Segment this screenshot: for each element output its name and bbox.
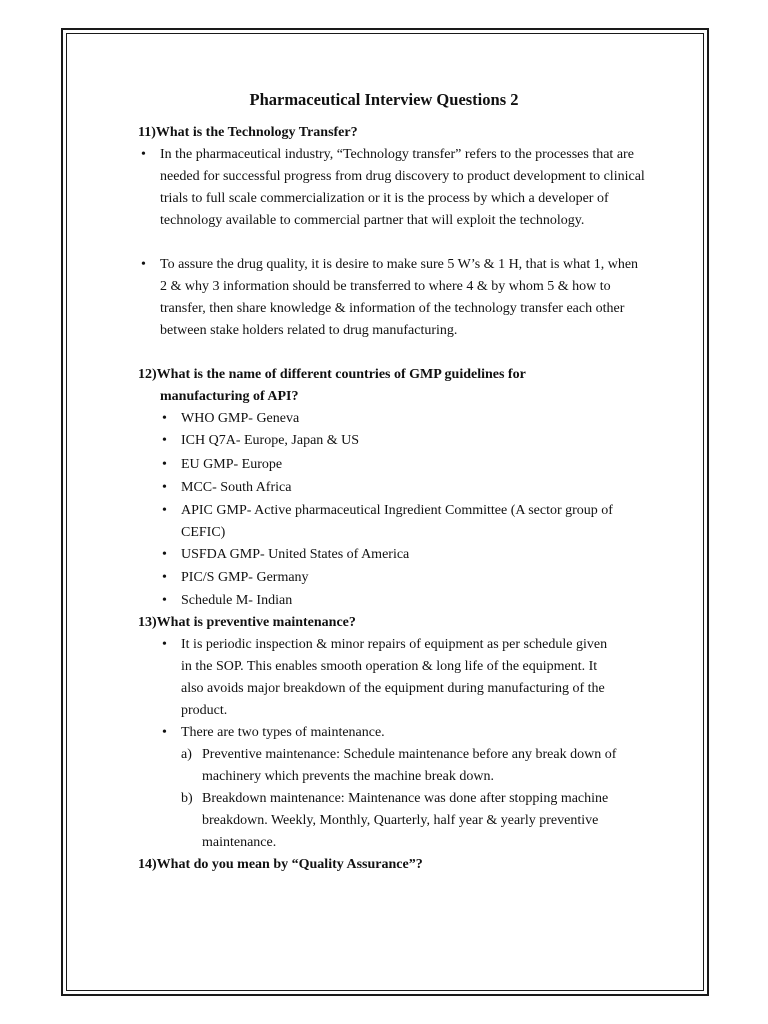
- q12-bullet-8: [162, 590, 621, 612]
- question-14-heading: 14)What do you mean by “Quality Assurance”?: [138, 857, 423, 872]
- bullet-marker: •: [162, 725, 167, 740]
- bullet-marker: •: [162, 593, 167, 608]
- q12-bullet-4: [162, 477, 621, 499]
- bullet-marker: •: [162, 457, 167, 472]
- q11-bullet-2: [141, 254, 646, 342]
- question-12-heading-line1: 12)What is the name of different countries of GMP guidelines for: [138, 367, 526, 382]
- q12-bullet-1-text: WHO GMP- Geneva: [181, 411, 300, 426]
- q12-bullet-3: [162, 454, 621, 476]
- q13-bullet-2-text: There are two types of maintenance.: [181, 725, 385, 740]
- q12-bullet-5-text: APIC GMP- Active pharmaceutical Ingredient Committee (A sector group of CEFIC): [181, 503, 613, 540]
- subitem-marker: a): [181, 747, 192, 762]
- bullet-marker: •: [162, 480, 167, 495]
- q12-bullet-2: [162, 430, 621, 452]
- question-11-heading: 11)What is the Technology Transfer?: [138, 125, 358, 140]
- q12-bullet-8-text: Schedule M- Indian: [181, 593, 293, 608]
- q12-bullet-7: [162, 567, 621, 589]
- question-13-heading: 13)What is preventive maintenance?: [138, 615, 356, 630]
- bullet-marker: •: [141, 147, 146, 162]
- bullet-marker: •: [162, 411, 167, 426]
- bullet-marker: •: [162, 433, 167, 448]
- q12-bullet-4-text: MCC- South Africa: [181, 480, 292, 495]
- q13-subitem-a-text: Preventive maintenance: Schedule maintenance before any break down of machinery which prevents the machine break down.: [202, 747, 617, 784]
- subitem-marker: b): [181, 791, 193, 806]
- q11-bullet-2-text: To assure the drug quality, it is desire to make sure 5 W’s & 1 H, that is what 1, when 2 & why 3 information should be transferred to where 4 & by whom 5 & how to transfer, then share knowledge & information of the technology transfer each other between stake holders related to drug manufacturing.: [160, 257, 639, 338]
- q12-bullet-1: [162, 408, 621, 430]
- q11-bullet-1: [141, 144, 646, 232]
- q12-bullet-7-text: PIC/S GMP- Germany: [181, 570, 309, 585]
- bullet-marker: •: [141, 257, 146, 272]
- q13-bullet-2: [162, 722, 621, 744]
- bullet-marker: •: [162, 570, 167, 585]
- q12-bullet-2-text: ICH Q7A- Europe, Japan & US: [181, 433, 360, 448]
- question-12-heading: [138, 364, 658, 408]
- q12-bullet-6-text: USFDA GMP- United States of America: [181, 547, 410, 562]
- q12-bullet-6: [162, 544, 621, 566]
- q13-subitem-b: [181, 788, 647, 854]
- q12-bullet-3-text: EU GMP- Europe: [181, 457, 283, 472]
- q13-subitem-b-text: Breakdown maintenance: Maintenance was done after stopping machine breakdown. Weekly, Monthly, Quarterly, half year & yearly preventive maintenance.: [202, 791, 609, 850]
- q11-bullet-1-text: In the pharmaceutical industry, “Technology transfer” refers to the processes that are needed for successful progress from drug discovery to product development to clinical trials to full scale commercialization or it is the process by which a developer of technology available to commercial partner that will exploit the technology.: [160, 147, 645, 228]
- bullet-marker: •: [162, 637, 167, 652]
- q13-bullet-1: [162, 634, 621, 722]
- bullet-marker: •: [162, 503, 167, 518]
- question-12-heading-line2: manufacturing of API?: [160, 389, 299, 404]
- page-title: Pharmaceutical Interview Questions 2: [249, 90, 519, 109]
- q13-bullet-1-text: It is periodic inspection & minor repairs of equipment as per schedule given in the SOP. This enables smooth operation & long life of the equipment. It also avoids major breakdown of the equipment during manufacturing of the product.: [181, 637, 608, 718]
- q12-bullet-5: [162, 500, 621, 544]
- q13-subitem-a: [181, 744, 647, 788]
- bullet-marker: •: [162, 547, 167, 562]
